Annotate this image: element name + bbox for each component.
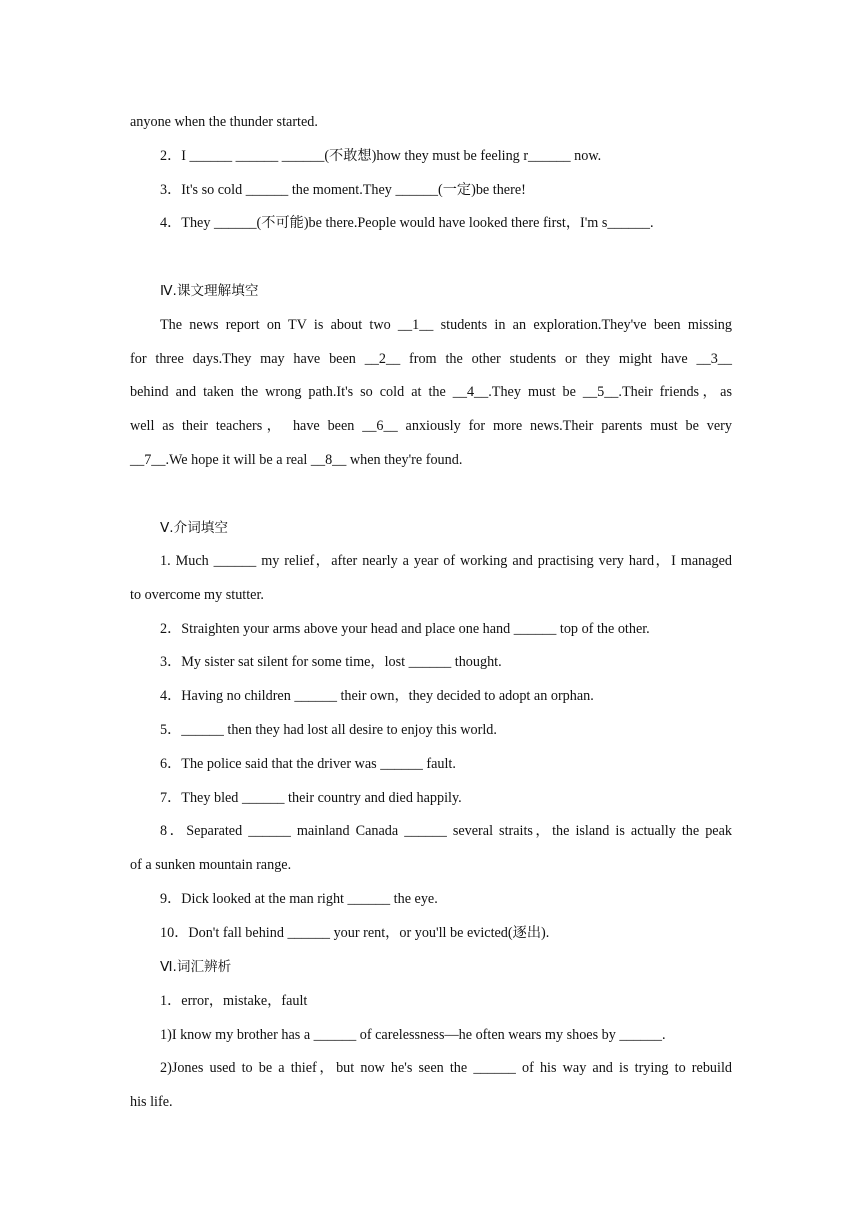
- exercise-question: 4．Having no children ______ their own，they decided to adopt an orphan.: [160, 688, 594, 704]
- exercise-question: 1)I know my brother has a ______ of carelessness—he often wears my shoes by ______.: [160, 1027, 666, 1043]
- exercise-question-continued: of a sunken mountain range.: [130, 857, 292, 873]
- exercise-question: 6．The police said that the driver was ______ fault.: [160, 756, 456, 772]
- exercise-question: 1. Much ______ my relief，after nearly a year of working and practising very hard，I managed: [160, 553, 732, 569]
- passage-line: __7__.We hope it will be a real __8__ when they're found.: [130, 452, 463, 468]
- passage-line: behind and taken the wrong path.It's so cold at the __4__.They must be __5__.Their friends，as: [130, 384, 732, 400]
- word-group: 1．error，mistake，fault: [160, 993, 308, 1009]
- exercise-question: 2．Straighten your arms above your head and place one hand ______ top of the other.: [160, 621, 650, 637]
- exercise-question: 3．It's so cold ______ the moment.They ______(一定)be there!: [160, 182, 526, 198]
- exercise-question-continued: to overcome my stutter.: [130, 587, 264, 603]
- exercise-question: 2．I ______ ______ ______(不敢想)how they must be feeling r______ now.: [160, 148, 602, 164]
- exercise-question: 3．My sister sat silent for some time，lost ______ thought.: [160, 654, 502, 670]
- passage-line: for three days.They may have been __2__ from the other students or they might have __3__: [130, 351, 732, 367]
- exercise-text: anyone when the thunder started.: [130, 114, 318, 130]
- section-heading: Ⅳ.课文理解填空: [160, 283, 259, 299]
- exercise-question: 7．They bled ______ their country and died happily.: [160, 790, 462, 806]
- exercise-question: 5．______ then they had lost all desire to enjoy this world.: [160, 722, 497, 738]
- passage-line: The news report on TV is about two __1__ students in an exploration.They've been missing: [160, 317, 732, 333]
- exercise-question: 9．Dick looked at the man right ______ the eye.: [160, 891, 438, 907]
- passage-line: well as their teachers， have been __6__ anxiously for more news.Their parents must be very: [130, 418, 732, 434]
- exercise-question: 10．Don't fall behind ______ your rent，or you'll be evicted(逐出).: [160, 925, 550, 941]
- exercise-question: 2)Jones used to be a thief，but now he's seen the ______ of his way and is trying to rebuild: [160, 1060, 732, 1076]
- section-heading: Ⅴ.介词填空: [160, 520, 228, 536]
- exercise-question: 8．Separated ______ mainland Canada ______ several straits，the island is actually the peak: [160, 823, 732, 839]
- section-heading: Ⅵ.词汇辨析: [160, 959, 232, 975]
- exercise-question-continued: his life.: [130, 1094, 173, 1110]
- exercise-question: 4．They ______(不可能)be there.People would have looked there first，I'm s______.: [160, 215, 654, 231]
